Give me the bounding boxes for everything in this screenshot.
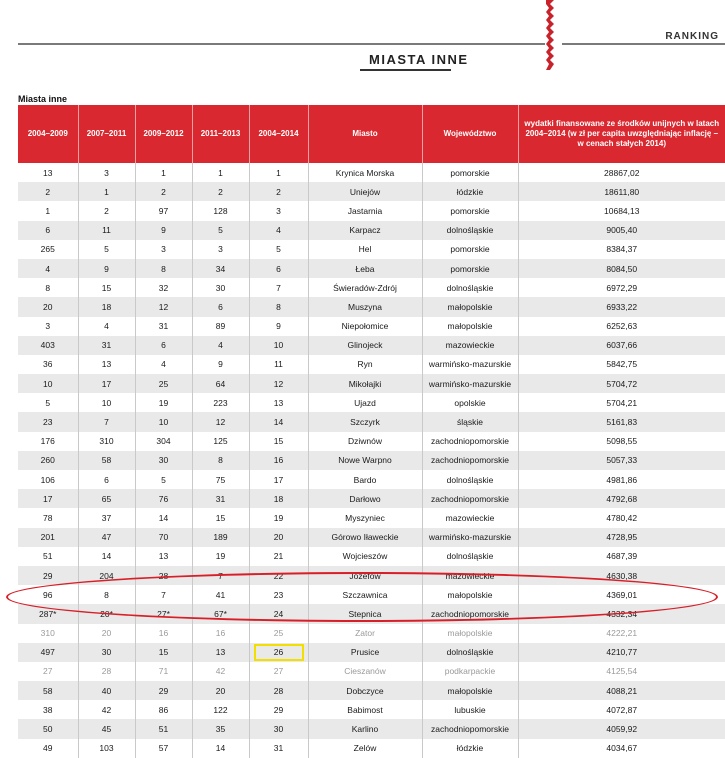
table-cell-2011-2013: 75 bbox=[192, 470, 249, 489]
table-cell-wydatki: 4630,38 bbox=[518, 566, 725, 585]
table-cell-wojewodztwo: zachodniopomorskie bbox=[422, 604, 518, 623]
table-row bbox=[18, 297, 725, 316]
table-cell-2004-2009: 23 bbox=[18, 412, 78, 431]
table-cell-2009-2012: 15 bbox=[135, 643, 192, 662]
table-cell-2007-2011: 45 bbox=[78, 719, 135, 738]
table-row bbox=[18, 221, 725, 240]
table-cell-wydatki: 5704,21 bbox=[518, 393, 725, 412]
table-cell-wydatki: 4072,87 bbox=[518, 700, 725, 719]
table-cell-2004-2014: 25 bbox=[249, 624, 308, 643]
table-cell-2004-2014: 14 bbox=[249, 412, 308, 431]
table-cell-2004-2009: 78 bbox=[18, 508, 78, 527]
table-cell-miasto: Prusice bbox=[308, 643, 422, 662]
table-row bbox=[18, 643, 725, 662]
table-cell-2007-2011: 65 bbox=[78, 489, 135, 508]
table-cell-wojewodztwo: małopolskie bbox=[422, 585, 518, 604]
table-cell-2007-2011: 310 bbox=[78, 432, 135, 451]
table-row bbox=[18, 355, 725, 374]
table-title: Miasta inne bbox=[18, 94, 68, 104]
table-cell-2004-2009: 10 bbox=[18, 374, 78, 393]
table-cell-2007-2011: 8 bbox=[78, 585, 135, 604]
table-cell-wydatki: 4981,86 bbox=[518, 470, 725, 489]
table-cell-2009-2012: 12 bbox=[135, 297, 192, 316]
table-cell-2004-2014: 19 bbox=[249, 508, 308, 527]
column-header-miasto: Miasto bbox=[308, 105, 422, 163]
table-cell-2007-2011: 40 bbox=[78, 681, 135, 700]
table-cell-wydatki: 4210,77 bbox=[518, 643, 725, 662]
table-cell-2004-2009: 2 bbox=[18, 182, 78, 201]
table-cell-miasto: Krynica Morska bbox=[308, 163, 422, 182]
table-cell-2011-2013: 223 bbox=[192, 393, 249, 412]
table-cell-2007-2011: 17 bbox=[78, 374, 135, 393]
table-row bbox=[18, 374, 725, 393]
column-header-2007-2011: 2007–2011 bbox=[78, 105, 135, 163]
table-cell-2011-2013: 7 bbox=[192, 566, 249, 585]
table-row bbox=[18, 393, 725, 412]
table-cell-2004-2009: 20 bbox=[18, 297, 78, 316]
table-cell-2011-2013: 189 bbox=[192, 528, 249, 547]
table-cell-2009-2012: 29 bbox=[135, 681, 192, 700]
table-cell-miasto: Dziwnów bbox=[308, 432, 422, 451]
table-cell-2011-2013: 34 bbox=[192, 259, 249, 278]
table-cell-wojewodztwo: łódzkie bbox=[422, 739, 518, 758]
table-cell-wydatki: 5842,75 bbox=[518, 355, 725, 374]
table-cell-2011-2013: 8 bbox=[192, 451, 249, 470]
table-cell-2007-2011: 15 bbox=[78, 278, 135, 297]
section-title: MIASTA INNE bbox=[369, 52, 469, 67]
table-cell-2004-2014: 24 bbox=[249, 604, 308, 623]
table-cell-2004-2009: 36 bbox=[18, 355, 78, 374]
table-cell-2009-2012: 1 bbox=[135, 163, 192, 182]
table-cell-wojewodztwo: dolnośląskie bbox=[422, 278, 518, 297]
table-cell-2004-2009: 51 bbox=[18, 547, 78, 566]
table-cell-2009-2012: 16 bbox=[135, 624, 192, 643]
table-cell-2011-2013: 64 bbox=[192, 374, 249, 393]
top-rule-right bbox=[562, 43, 725, 45]
table-cell-2004-2009: 310 bbox=[18, 624, 78, 643]
table-cell-2009-2012: 7 bbox=[135, 585, 192, 604]
table-cell-2011-2013: 16 bbox=[192, 624, 249, 643]
table-cell-wojewodztwo: łódzkie bbox=[422, 182, 518, 201]
table-cell-2007-2011: 58 bbox=[78, 451, 135, 470]
table-cell-2007-2011: 204 bbox=[78, 566, 135, 585]
table-cell-wydatki: 4088,21 bbox=[518, 681, 725, 700]
table-cell-2009-2012: 19 bbox=[135, 393, 192, 412]
table-cell-2007-2011: 6 bbox=[78, 470, 135, 489]
table-cell-2004-2014: 13 bbox=[249, 393, 308, 412]
table-cell-2011-2013: 125 bbox=[192, 432, 249, 451]
table-row bbox=[18, 432, 725, 451]
table-cell-miasto: Łeba bbox=[308, 259, 422, 278]
table-cell-wydatki: 4687,39 bbox=[518, 547, 725, 566]
column-header-wojewodztwo: Województwo bbox=[422, 105, 518, 163]
table-cell-2009-2012: 3 bbox=[135, 240, 192, 259]
table-cell-wydatki: 6933,22 bbox=[518, 297, 725, 316]
table-cell-miasto: Glinojeck bbox=[308, 336, 422, 355]
table-cell-wydatki: 4034,67 bbox=[518, 739, 725, 758]
table-row bbox=[18, 470, 725, 489]
table-cell-2004-2014: 21 bbox=[249, 547, 308, 566]
table-cell-wojewodztwo: małopolskie bbox=[422, 317, 518, 336]
table-cell-miasto: Ujazd bbox=[308, 393, 422, 412]
table-cell-2011-2013: 4 bbox=[192, 336, 249, 355]
table-cell-2004-2014: 8 bbox=[249, 297, 308, 316]
table-cell-2011-2013: 14 bbox=[192, 739, 249, 758]
table-cell-wojewodztwo: zachodniopomorskie bbox=[422, 719, 518, 738]
highlight-box bbox=[254, 644, 304, 661]
table-cell-2004-2009: 201 bbox=[18, 528, 78, 547]
ranking-table bbox=[18, 105, 725, 758]
table-cell-miasto: Świeradów-Zdrój bbox=[308, 278, 422, 297]
table-cell-2009-2012: 31 bbox=[135, 317, 192, 336]
table-cell-wojewodztwo: dolnośląskie bbox=[422, 221, 518, 240]
table-row bbox=[18, 163, 725, 182]
table-cell-miasto: Górowo Iławeckie bbox=[308, 528, 422, 547]
table-row bbox=[18, 719, 725, 738]
table-cell-wydatki: 5057,33 bbox=[518, 451, 725, 470]
table-cell-2004-2009: 176 bbox=[18, 432, 78, 451]
table-cell-2007-2011: 37 bbox=[78, 508, 135, 527]
table-cell-2004-2014: 30 bbox=[249, 719, 308, 738]
table-cell-2004-2009: 1 bbox=[18, 201, 78, 220]
table-cell-wydatki: 5161,83 bbox=[518, 412, 725, 431]
table-cell-2009-2012: 71 bbox=[135, 662, 192, 681]
table-cell-2011-2013: 12 bbox=[192, 412, 249, 431]
table-cell-miasto: Uniejów bbox=[308, 182, 422, 201]
table-cell-wydatki: 6972,29 bbox=[518, 278, 725, 297]
table-cell-wojewodztwo: podkarpackie bbox=[422, 662, 518, 681]
table-cell-wydatki: 9005,40 bbox=[518, 221, 725, 240]
table-row bbox=[18, 240, 725, 259]
column-header-2009-2012: 2009–2012 bbox=[135, 105, 192, 163]
table-cell-2009-2012: 76 bbox=[135, 489, 192, 508]
table-cell-2011-2013: 30 bbox=[192, 278, 249, 297]
table-cell-miasto: Darłowo bbox=[308, 489, 422, 508]
table-cell-wydatki: 4369,01 bbox=[518, 585, 725, 604]
table-cell-wojewodztwo: pomorskie bbox=[422, 259, 518, 278]
table-cell-2004-2014: 17 bbox=[249, 470, 308, 489]
table-cell-2009-2012: 32 bbox=[135, 278, 192, 297]
table-cell-2009-2012: 2 bbox=[135, 182, 192, 201]
table-cell-2009-2012: 27* bbox=[135, 604, 192, 623]
table-cell-2007-2011: 9 bbox=[78, 259, 135, 278]
table-cell-miasto: Bardo bbox=[308, 470, 422, 489]
table-cell-2011-2013: 5 bbox=[192, 221, 249, 240]
table-cell-2004-2009: 8 bbox=[18, 278, 78, 297]
table-cell-2011-2013: 3 bbox=[192, 240, 249, 259]
table-cell-2007-2011: 5 bbox=[78, 240, 135, 259]
table-cell-2011-2013: 20 bbox=[192, 681, 249, 700]
table-row bbox=[18, 700, 725, 719]
table-row bbox=[18, 547, 725, 566]
table-cell-2007-2011: 47 bbox=[78, 528, 135, 547]
table-cell-2011-2013: 89 bbox=[192, 317, 249, 336]
table-cell-2004-2009: 58 bbox=[18, 681, 78, 700]
table-cell-2009-2012: 30 bbox=[135, 451, 192, 470]
table-cell-wojewodztwo: opolskie bbox=[422, 393, 518, 412]
table-cell-wydatki: 5704,72 bbox=[518, 374, 725, 393]
table-cell-wydatki: 18611,80 bbox=[518, 182, 725, 201]
table-row bbox=[18, 201, 725, 220]
table-cell-miasto: Jastarnia bbox=[308, 201, 422, 220]
table-cell-wydatki: 4728,95 bbox=[518, 528, 725, 547]
table-cell-2007-2011: 20 bbox=[78, 624, 135, 643]
table-cell-miasto: Myszyniec bbox=[308, 508, 422, 527]
table-cell-2007-2011: 103 bbox=[78, 739, 135, 758]
table-cell-2004-2014: 16 bbox=[249, 451, 308, 470]
table-row bbox=[18, 528, 725, 547]
table-cell-wydatki: 28867,02 bbox=[518, 163, 725, 182]
table-cell-2007-2011: 10 bbox=[78, 393, 135, 412]
table-cell-2004-2009: 403 bbox=[18, 336, 78, 355]
table-cell-miasto: Ryn bbox=[308, 355, 422, 374]
table-row bbox=[18, 336, 725, 355]
ribbon-decoration bbox=[544, 0, 556, 70]
table-cell-2004-2009: 96 bbox=[18, 585, 78, 604]
table-cell-wojewodztwo: pomorskie bbox=[422, 240, 518, 259]
table-cell-2009-2012: 70 bbox=[135, 528, 192, 547]
table-cell-miasto: Wojcieszów bbox=[308, 547, 422, 566]
table-cell-wojewodztwo: lubuskie bbox=[422, 700, 518, 719]
table-cell-2007-2011: 18 bbox=[78, 297, 135, 316]
table-cell-miasto: Stepnica bbox=[308, 604, 422, 623]
table-cell-2007-2011: 11 bbox=[78, 221, 135, 240]
table-row bbox=[18, 317, 725, 336]
table-cell-2004-2009: 13 bbox=[18, 163, 78, 182]
table-cell-2011-2013: 15 bbox=[192, 508, 249, 527]
table-cell-miasto: Hel bbox=[308, 240, 422, 259]
table-cell-wojewodztwo: małopolskie bbox=[422, 624, 518, 643]
table-row bbox=[18, 182, 725, 201]
table-cell-2004-2009: 3 bbox=[18, 317, 78, 336]
table-cell-2004-2009: 106 bbox=[18, 470, 78, 489]
highlighted-rank: 26 bbox=[273, 647, 284, 658]
section-title-underline bbox=[360, 69, 451, 71]
table-cell-2011-2013: 42 bbox=[192, 662, 249, 681]
table-cell-2004-2014: 27 bbox=[249, 662, 308, 681]
table-cell-2004-2009: 4 bbox=[18, 259, 78, 278]
table-cell-2004-2014: 22 bbox=[249, 566, 308, 585]
table-cell-wydatki: 4125,54 bbox=[518, 662, 725, 681]
top-rule-left bbox=[18, 43, 545, 45]
table-cell-wojewodztwo: mazowieckie bbox=[422, 566, 518, 585]
table-cell-miasto: Muszyna bbox=[308, 297, 422, 316]
table-cell-miasto: Nowe Warpno bbox=[308, 451, 422, 470]
table-cell-2007-2011: 31 bbox=[78, 336, 135, 355]
table-cell-wydatki: 8084,50 bbox=[518, 259, 725, 278]
table-cell-2004-2014: 23 bbox=[249, 585, 308, 604]
table-cell-2004-2009: 265 bbox=[18, 240, 78, 259]
table-cell-2011-2013: 128 bbox=[192, 201, 249, 220]
table-cell-2004-2014: 1 bbox=[249, 163, 308, 182]
table-cell-2009-2012: 57 bbox=[135, 739, 192, 758]
table-cell-2011-2013: 41 bbox=[192, 585, 249, 604]
table-cell-2009-2012: 10 bbox=[135, 412, 192, 431]
column-header-2011-2013: 2011–2013 bbox=[192, 105, 249, 163]
table-row bbox=[18, 489, 725, 508]
table-cell-wydatki: 4059,92 bbox=[518, 719, 725, 738]
table-cell-miasto: Niepołomice bbox=[308, 317, 422, 336]
table-cell-wydatki: 4332,34 bbox=[518, 604, 725, 623]
table-row bbox=[18, 451, 725, 470]
table-cell-wojewodztwo: dolnośląskie bbox=[422, 470, 518, 489]
table-cell-2004-2009: 49 bbox=[18, 739, 78, 758]
table-row bbox=[18, 259, 725, 278]
table-cell-2007-2011: 4 bbox=[78, 317, 135, 336]
table-cell-wojewodztwo: małopolskie bbox=[422, 681, 518, 700]
table-cell-wojewodztwo: warmińsko-mazurskie bbox=[422, 528, 518, 547]
table-cell-miasto: Zator bbox=[308, 624, 422, 643]
column-header-wydatki: wydatki finansowane ze środków unijnych w latach 2004–2014 (w zł per capita uwzględniając inflację – w cenach stałych 2014) bbox=[518, 105, 725, 163]
table-cell-2009-2012: 51 bbox=[135, 719, 192, 738]
table-cell-2004-2014: 12 bbox=[249, 374, 308, 393]
table-cell-2004-2009: 497 bbox=[18, 643, 78, 662]
table-cell-2011-2013: 2 bbox=[192, 182, 249, 201]
table-cell-wojewodztwo: pomorskie bbox=[422, 163, 518, 182]
table-row bbox=[18, 739, 725, 758]
table-cell-wojewodztwo: zachodniopomorskie bbox=[422, 432, 518, 451]
table-cell-2007-2011: 14 bbox=[78, 547, 135, 566]
table-cell-miasto: Szczyrk bbox=[308, 412, 422, 431]
table-cell-wydatki: 4780,42 bbox=[518, 508, 725, 527]
table-cell-miasto: Karlino bbox=[308, 719, 422, 738]
table-cell-2009-2012: 13 bbox=[135, 547, 192, 566]
table-cell-2009-2012: 4 bbox=[135, 355, 192, 374]
table-cell-2004-2014: 15 bbox=[249, 432, 308, 451]
table-cell-wydatki: 6252,63 bbox=[518, 317, 725, 336]
table-cell-2007-2011: 1 bbox=[78, 182, 135, 201]
table-cell-2011-2013: 6 bbox=[192, 297, 249, 316]
table-row bbox=[18, 508, 725, 527]
table-cell-wojewodztwo: zachodniopomorskie bbox=[422, 451, 518, 470]
table-cell-2004-2009: 29 bbox=[18, 566, 78, 585]
table-cell-2004-2014: 5 bbox=[249, 240, 308, 259]
table-cell-2004-2009: 50 bbox=[18, 719, 78, 738]
table-cell-wydatki: 6037,66 bbox=[518, 336, 725, 355]
table-cell-miasto: Cieszanów bbox=[308, 662, 422, 681]
table-cell-2007-2011: 30 bbox=[78, 643, 135, 662]
table-cell-2011-2013: 9 bbox=[192, 355, 249, 374]
table-cell-2011-2013: 1 bbox=[192, 163, 249, 182]
table-cell-2004-2014: 31 bbox=[249, 739, 308, 758]
table-cell-2004-2014: 18 bbox=[249, 489, 308, 508]
table-cell-wojewodztwo: warmińsko-mazurskie bbox=[422, 374, 518, 393]
table-cell-2011-2013: 122 bbox=[192, 700, 249, 719]
table-cell-2004-2014: 20 bbox=[249, 528, 308, 547]
table-cell-2007-2011: 42 bbox=[78, 700, 135, 719]
table-cell-wojewodztwo: śląskie bbox=[422, 412, 518, 431]
table-cell-2004-2014: 6 bbox=[249, 259, 308, 278]
table-cell-2004-2009: 38 bbox=[18, 700, 78, 719]
table-cell-miasto: Zelów bbox=[308, 739, 422, 758]
table-cell-2004-2014: 29 bbox=[249, 700, 308, 719]
table-row bbox=[18, 585, 725, 604]
table-cell-2011-2013: 67* bbox=[192, 604, 249, 623]
table-cell-2009-2012: 97 bbox=[135, 201, 192, 220]
table-cell-2004-2009: 27 bbox=[18, 662, 78, 681]
table-row bbox=[18, 681, 725, 700]
table-cell-wojewodztwo: mazowieckie bbox=[422, 336, 518, 355]
table-cell-wojewodztwo: dolnośląskie bbox=[422, 547, 518, 566]
table-cell-2011-2013: 13 bbox=[192, 643, 249, 662]
table-cell-2007-2011: 3 bbox=[78, 163, 135, 182]
table-cell-2009-2012: 9 bbox=[135, 221, 192, 240]
table-cell-wojewodztwo: zachodniopomorskie bbox=[422, 489, 518, 508]
table-row bbox=[18, 624, 725, 643]
table-cell-2009-2012: 304 bbox=[135, 432, 192, 451]
table-cell-miasto: Józefów bbox=[308, 566, 422, 585]
table-header-row bbox=[18, 105, 725, 163]
table-cell-2009-2012: 5 bbox=[135, 470, 192, 489]
table-cell-wydatki: 5098,55 bbox=[518, 432, 725, 451]
table-row bbox=[18, 278, 725, 297]
table-cell-2009-2012: 14 bbox=[135, 508, 192, 527]
ranking-tag: RANKING bbox=[665, 31, 719, 42]
table-cell-miasto: Dobczyce bbox=[308, 681, 422, 700]
table-cell-2009-2012: 8 bbox=[135, 259, 192, 278]
table-row bbox=[18, 566, 725, 585]
table-cell-2004-2009: 6 bbox=[18, 221, 78, 240]
table-cell-2004-2014: 10 bbox=[249, 336, 308, 355]
table-cell-wydatki: 8384,37 bbox=[518, 240, 725, 259]
table-row bbox=[18, 604, 725, 623]
table-cell-miasto: Karpacz bbox=[308, 221, 422, 240]
table-cell-2007-2011: 28 bbox=[78, 662, 135, 681]
table-cell-wojewodztwo: dolnośląskie bbox=[422, 643, 518, 662]
table-cell-wydatki: 4222,21 bbox=[518, 624, 725, 643]
table-cell-2004-2014: 3 bbox=[249, 201, 308, 220]
table-cell-miasto: Mikołajki bbox=[308, 374, 422, 393]
table-cell-wojewodztwo: mazowieckie bbox=[422, 508, 518, 527]
table-cell-2004-2014: 9 bbox=[249, 317, 308, 336]
table-cell-miasto: Szczawnica bbox=[308, 585, 422, 604]
table-cell-2007-2011: 20* bbox=[78, 604, 135, 623]
table-cell-2004-2009: 260 bbox=[18, 451, 78, 470]
table-cell-2009-2012: 25 bbox=[135, 374, 192, 393]
table-body bbox=[18, 163, 725, 758]
table-cell-2009-2012: 6 bbox=[135, 336, 192, 355]
table-cell-wydatki: 10684,13 bbox=[518, 201, 725, 220]
table-cell-2004-2014: 4 bbox=[249, 221, 308, 240]
table-cell-wojewodztwo: warmińsko-mazurskie bbox=[422, 355, 518, 374]
table-cell-wojewodztwo: małopolskie bbox=[422, 297, 518, 316]
table-cell-2004-2009: 17 bbox=[18, 489, 78, 508]
table-cell-2004-2009: 287* bbox=[18, 604, 78, 623]
table-row bbox=[18, 412, 725, 431]
table-cell-2004-2014: 11 bbox=[249, 355, 308, 374]
table-cell-2004-2009: 5 bbox=[18, 393, 78, 412]
table-cell-2009-2012: 28 bbox=[135, 566, 192, 585]
column-header-2004-2014: 2004–2014 bbox=[249, 105, 308, 163]
table-cell-wydatki: 4792,68 bbox=[518, 489, 725, 508]
table-cell-2007-2011: 2 bbox=[78, 201, 135, 220]
table-cell-wojewodztwo: pomorskie bbox=[422, 201, 518, 220]
table-cell-2011-2013: 35 bbox=[192, 719, 249, 738]
table-cell-2004-2014: 7 bbox=[249, 278, 308, 297]
table-row bbox=[18, 662, 725, 681]
table-cell-2011-2013: 19 bbox=[192, 547, 249, 566]
column-header-2004-2009: 2004–2009 bbox=[18, 105, 78, 163]
table-cell-2009-2012: 86 bbox=[135, 700, 192, 719]
table-cell-2004-2014 bbox=[249, 643, 308, 662]
table-cell-miasto: Babimost bbox=[308, 700, 422, 719]
table-cell-2004-2014: 2 bbox=[249, 182, 308, 201]
table-cell-2011-2013: 31 bbox=[192, 489, 249, 508]
table-cell-2007-2011: 13 bbox=[78, 355, 135, 374]
table-cell-2007-2011: 7 bbox=[78, 412, 135, 431]
table-cell-2004-2014: 28 bbox=[249, 681, 308, 700]
